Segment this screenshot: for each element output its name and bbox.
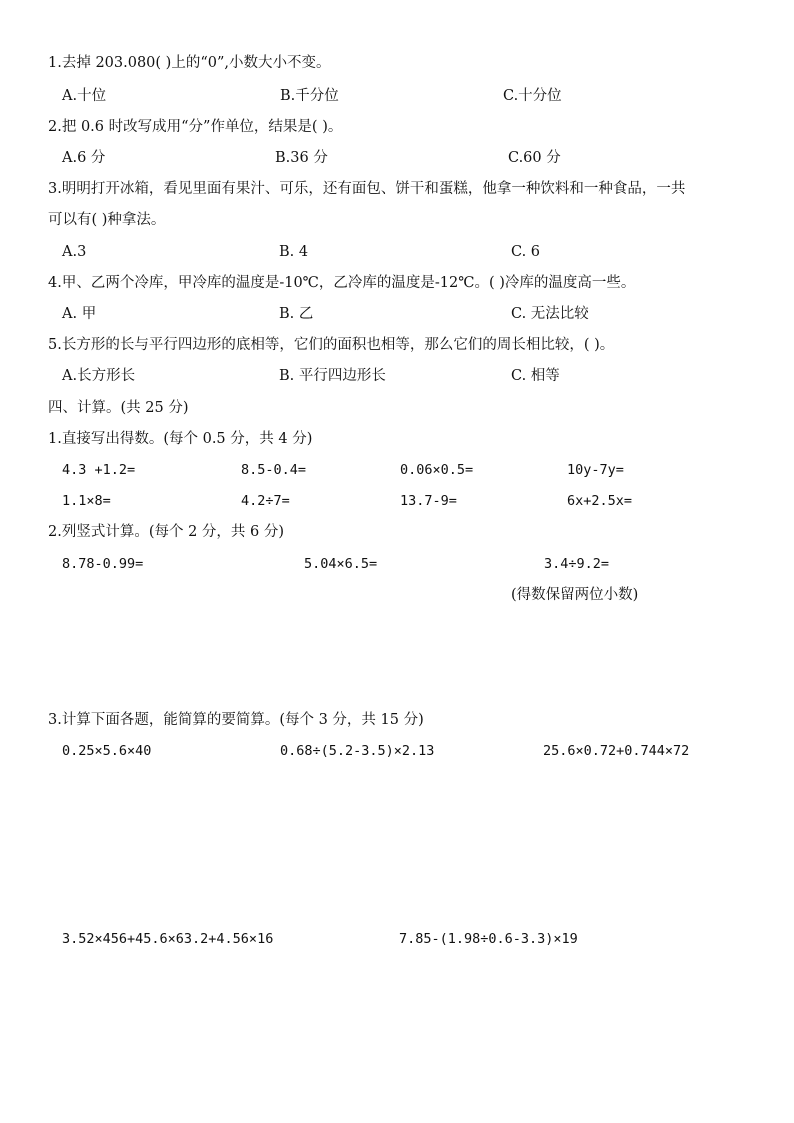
question-3-option-a: A.3 [62, 244, 87, 260]
question-1-stem: 1.去掉 203.080( )上的“0”,小数大小不变。 [48, 55, 331, 71]
question-4-option-b: B. 乙 [279, 306, 314, 322]
simplify-calc-item: 0.68÷(5.2-3.5)×2.13 [280, 743, 435, 759]
question-5-option-b: B. 平行四边形长 [279, 368, 386, 384]
oral-calc-item: 8.5-0.4= [241, 462, 307, 478]
oral-calc-item: 10y-7y= [567, 462, 624, 478]
question-3-stem-line2: 可以有( )种拿法。 [48, 212, 166, 228]
question-2-option-a: A.6 分 [62, 150, 106, 166]
oral-calc-item: 0.06×0.5= [400, 462, 474, 478]
question-3-stem-line1: 3.明明打开冰箱，看见里面有果汁、可乐，还有面包、饼干和蛋糕，他拿一种饮料和一种食品，一共 [48, 181, 686, 197]
rounding-note: (得数保留两位小数) [511, 587, 639, 603]
question-1-option-a: A.十位 [62, 88, 107, 104]
question-5-stem: 5.长方形的长与平行四边形的底相等，它们的面积也相等，那么它们的周长相比较，( )。 [48, 337, 615, 353]
question-4-option-c: C. 无法比较 [511, 306, 589, 322]
part-3-title: 3.计算下面各题，能简算的要简算。(每个 3 分，共 15 分) [48, 712, 424, 728]
vertical-calc-item: 8.78-0.99= [62, 556, 144, 572]
question-5-option-c: C. 相等 [511, 368, 560, 384]
simplify-calc-item: 25.6×0.72+0.744×72 [543, 743, 690, 759]
question-2-stem: 2.把 0.6 时改写成用“分”作单位，结果是( )。 [48, 119, 343, 135]
vertical-calc-item: 3.4÷9.2= [544, 556, 610, 572]
section-4-title: 四、计算。(共 25 分) [48, 400, 189, 416]
question-3-option-b: B. 4 [279, 244, 309, 260]
part-2-title: 2.列竖式计算。(每个 2 分，共 6 分) [48, 524, 285, 540]
question-2-option-c: C.60 分 [508, 150, 561, 166]
question-4-option-a: A. 甲 [62, 306, 97, 322]
part-1-title: 1.直接写出得数。(每个 0.5 分，共 4 分) [48, 431, 313, 447]
oral-calc-item: 4.2÷7= [241, 493, 290, 509]
oral-calc-item: 4.3 +1.2= [62, 462, 136, 478]
oral-calc-item: 6x+2.5x= [567, 493, 633, 509]
question-4-stem: 4.甲、乙两个冷库，甲冷库的温度是-10℃，乙冷库的温度是-12℃。( )冷库的温度高一些。 [48, 275, 636, 291]
question-1-option-b: B.千分位 [280, 88, 339, 104]
oral-calc-item: 13.7-9= [400, 493, 457, 509]
simplify-calc-item: 3.52×456+45.6×63.2+4.56×16 [62, 931, 274, 947]
question-5-option-a: A.长方形长 [62, 368, 136, 384]
simplify-calc-item: 0.25×5.6×40 [62, 743, 152, 759]
oral-calc-item: 1.1×8= [62, 493, 111, 509]
question-2-option-b: B.36 分 [275, 150, 328, 166]
vertical-calc-item: 5.04×6.5= [304, 556, 378, 572]
question-1-option-c: C.十分位 [503, 88, 562, 104]
question-3-option-c: C. 6 [511, 244, 541, 260]
simplify-calc-item: 7.85-(1.98÷0.6-3.3)×19 [399, 931, 578, 947]
